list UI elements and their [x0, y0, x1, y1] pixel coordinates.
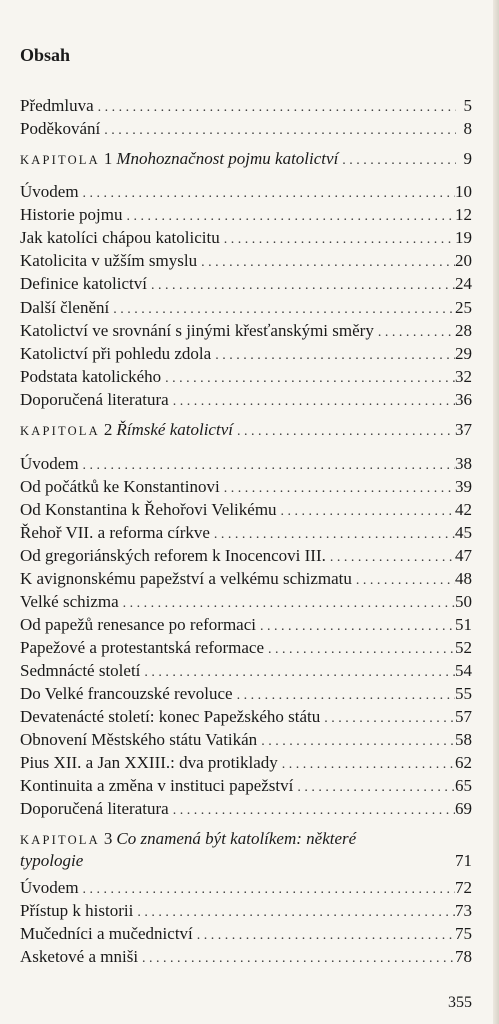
toc-entry [20, 475, 472, 498]
chapter-page-number: 37 [455, 420, 472, 439]
toc-entry [20, 613, 472, 636]
chapter-page-number: 9 [463, 149, 472, 168]
toc-entry [20, 567, 472, 590]
dot-leader [161, 367, 455, 390]
chapter-title: Co znamená být katolíkem: některé [116, 829, 357, 848]
entry-title: Doporučená literatura [20, 799, 169, 818]
toc-entry [20, 272, 472, 295]
dot-leader [257, 730, 455, 753]
dot-leader [256, 615, 455, 638]
toc-entry [20, 296, 472, 319]
entry-page-number: 62 [455, 753, 472, 772]
dot-leader [352, 569, 455, 592]
entry-title: Předmluva [20, 96, 94, 115]
toc-entry [20, 774, 472, 797]
toc-entry [20, 945, 472, 968]
toc-entry [20, 705, 472, 728]
entry-page-number: 55 [455, 684, 472, 703]
entry-page-number: 29 [455, 344, 472, 363]
chapter-label: KAPITOLA [20, 833, 100, 847]
chapter-heading-continued [20, 850, 472, 872]
entry-title: Asketové a mniši [20, 947, 139, 966]
toc-entry [20, 544, 472, 567]
entry-page-number: 20 [455, 251, 472, 270]
dot-leader [278, 753, 455, 776]
entry-title: Od gregoriánských reforem k Inocencovi III. [20, 546, 326, 565]
dot-leader [264, 638, 455, 661]
chapter-heading [20, 419, 472, 441]
dot-leader [140, 661, 455, 684]
entry-title: Historie pojmu [20, 205, 123, 224]
entry-page-number: 54 [455, 661, 472, 680]
chapter-title: Římské katolictví [116, 420, 233, 439]
toc-entry [20, 226, 472, 249]
entry-page-number: 12 [455, 205, 472, 224]
dot-leader [277, 500, 455, 523]
toc-entry [20, 682, 472, 705]
dot-leader [94, 96, 456, 119]
entry-title: Katolicita v užším smyslu [20, 251, 198, 270]
toc-entry [20, 922, 472, 945]
toc-entry [20, 797, 472, 820]
front-matter-entry [20, 117, 472, 140]
chapter-page-number: 71 [455, 851, 472, 870]
toc-page [20, 0, 472, 1024]
dot-leader [147, 274, 455, 297]
toc-entry [20, 659, 472, 682]
dot-leader [133, 901, 455, 924]
toc-entry [20, 498, 472, 521]
entry-title: Doporučená literatura [20, 390, 169, 409]
entry-page-number: 78 [455, 947, 472, 966]
front-matter-entry [20, 94, 472, 117]
entry-page-number: 75 [455, 924, 472, 943]
dot-leader [109, 298, 455, 321]
entry-title: Papežové a protestantská reformace [20, 638, 265, 657]
entry-title: Podstata katolického [20, 367, 162, 386]
entry-page-number: 42 [455, 500, 472, 519]
entry-title: Od počátků ke Konstantinovi [20, 477, 220, 496]
entry-title: Definice katolictví [20, 274, 147, 293]
entry-title: Katolictví ve srovnání s jinými křesťanskými směry [20, 321, 374, 340]
entry-page-number: 58 [455, 730, 472, 749]
chapter-label: KAPITOLA [20, 424, 100, 438]
entry-title: Mučedníci a mučednictví [20, 924, 193, 943]
entry-title: Další členění [20, 298, 110, 317]
chapter-label: KAPITOLA [20, 153, 100, 167]
entry-page-number: 72 [455, 878, 472, 897]
toc-entry [20, 388, 472, 411]
entry-title: Obnovení Městského státu Vatikán [20, 730, 258, 749]
entry-title: Jak katolíci chápou katolicitu [20, 228, 220, 247]
toc-entry [20, 249, 472, 272]
dot-leader [233, 684, 455, 707]
entry-page-number: 8 [463, 119, 472, 138]
chapter-number: 1 [103, 149, 113, 168]
entry-title: Pius XII. a Jan XXIII.: dva protiklady [20, 753, 278, 772]
entry-page-number: 51 [455, 615, 472, 634]
dot-leader [119, 592, 455, 615]
entry-page-number: 5 [463, 96, 472, 115]
chapter-heading [20, 828, 472, 850]
toc-entry [20, 636, 472, 659]
entry-page-number: 19 [455, 228, 472, 247]
entry-title: Devatenácté století: konec Papežského státu [20, 707, 321, 726]
dot-leader [122, 205, 455, 228]
entry-page-number: 73 [455, 901, 472, 920]
entry-title: Kontinuita a změna v instituci papežství [20, 776, 294, 795]
page-edge [493, 0, 499, 1024]
dot-leader [211, 344, 455, 367]
toc-entry [20, 365, 472, 388]
entry-page-number: 39 [455, 477, 472, 496]
toc-entry [20, 728, 472, 751]
entry-page-number: 65 [455, 776, 472, 795]
dot-leader [293, 776, 455, 799]
dot-leader [169, 799, 455, 822]
dot-leader [220, 228, 455, 251]
toc-entry [20, 899, 472, 922]
dot-leader [79, 878, 455, 901]
entry-title: Od Konstantina k Řehořovi Velikému [20, 500, 277, 519]
entry-page-number: 48 [455, 569, 472, 588]
toc-entry [20, 521, 472, 544]
entry-page-number: 45 [455, 523, 472, 542]
entry-page-number: 24 [455, 274, 472, 293]
entry-page-number: 25 [455, 298, 472, 317]
toc-heading: Obsah [20, 45, 71, 65]
dot-leader [210, 523, 455, 546]
dot-leader [197, 251, 455, 274]
toc-entry [20, 590, 472, 613]
dot-leader [320, 707, 455, 730]
entry-page-number: 32 [455, 367, 472, 386]
chapter-number: 2 [103, 420, 113, 439]
entry-page-number: 57 [455, 707, 472, 726]
dot-leader [374, 321, 455, 344]
entry-title: Od papežů renesance po reformaci [20, 615, 256, 634]
dot-leader [338, 150, 456, 172]
entry-page-number: 69 [455, 799, 472, 818]
toc-entry [20, 180, 472, 203]
entry-title: Velké schizma [20, 592, 119, 611]
entry-title: Úvodem [20, 878, 79, 897]
dot-leader [193, 924, 455, 947]
entry-page-number: 50 [455, 592, 472, 611]
toc-entry [20, 751, 472, 774]
entry-title: Úvodem [20, 182, 79, 201]
entry-page-number: 38 [455, 454, 472, 473]
entry-page-number: 10 [455, 182, 472, 201]
page-number: 355 [448, 994, 472, 1011]
chapter-title: Mnohoznačnost pojmu katolictví [116, 149, 339, 168]
entry-page-number: 36 [455, 390, 472, 409]
dot-leader [169, 390, 455, 413]
entry-page-number: 52 [455, 638, 472, 657]
toc-entry [20, 876, 472, 899]
chapter-title-continued: typologie [20, 851, 84, 870]
entry-title: Poděkování [20, 119, 101, 138]
toc-entry [20, 452, 472, 475]
entry-title: Sedmnácté století [20, 661, 141, 680]
entry-title: Katolictví při pohledu zdola [20, 344, 212, 363]
entry-page-number: 47 [455, 546, 472, 565]
dot-leader [326, 546, 455, 569]
dot-leader [138, 947, 455, 970]
toc-entry [20, 342, 472, 365]
chapter-number: 3 [103, 829, 113, 848]
entry-title: Do Velké francouzské revoluce [20, 684, 233, 703]
entry-title: Řehoř VII. a reforma církve [20, 523, 210, 542]
dot-leader [220, 477, 455, 500]
toc-entry [20, 203, 472, 226]
toc-entry [20, 319, 472, 342]
dot-leader [79, 182, 455, 205]
dot-leader [100, 119, 456, 142]
entry-title: K avignonskému papežství a velkému schizmatu [20, 569, 352, 588]
dot-leader [79, 454, 455, 477]
entry-page-number: 28 [455, 321, 472, 340]
chapter-heading [20, 148, 472, 170]
entry-title: Přístup k historii [20, 901, 134, 920]
entry-title: Úvodem [20, 454, 79, 473]
dot-leader [233, 421, 455, 443]
